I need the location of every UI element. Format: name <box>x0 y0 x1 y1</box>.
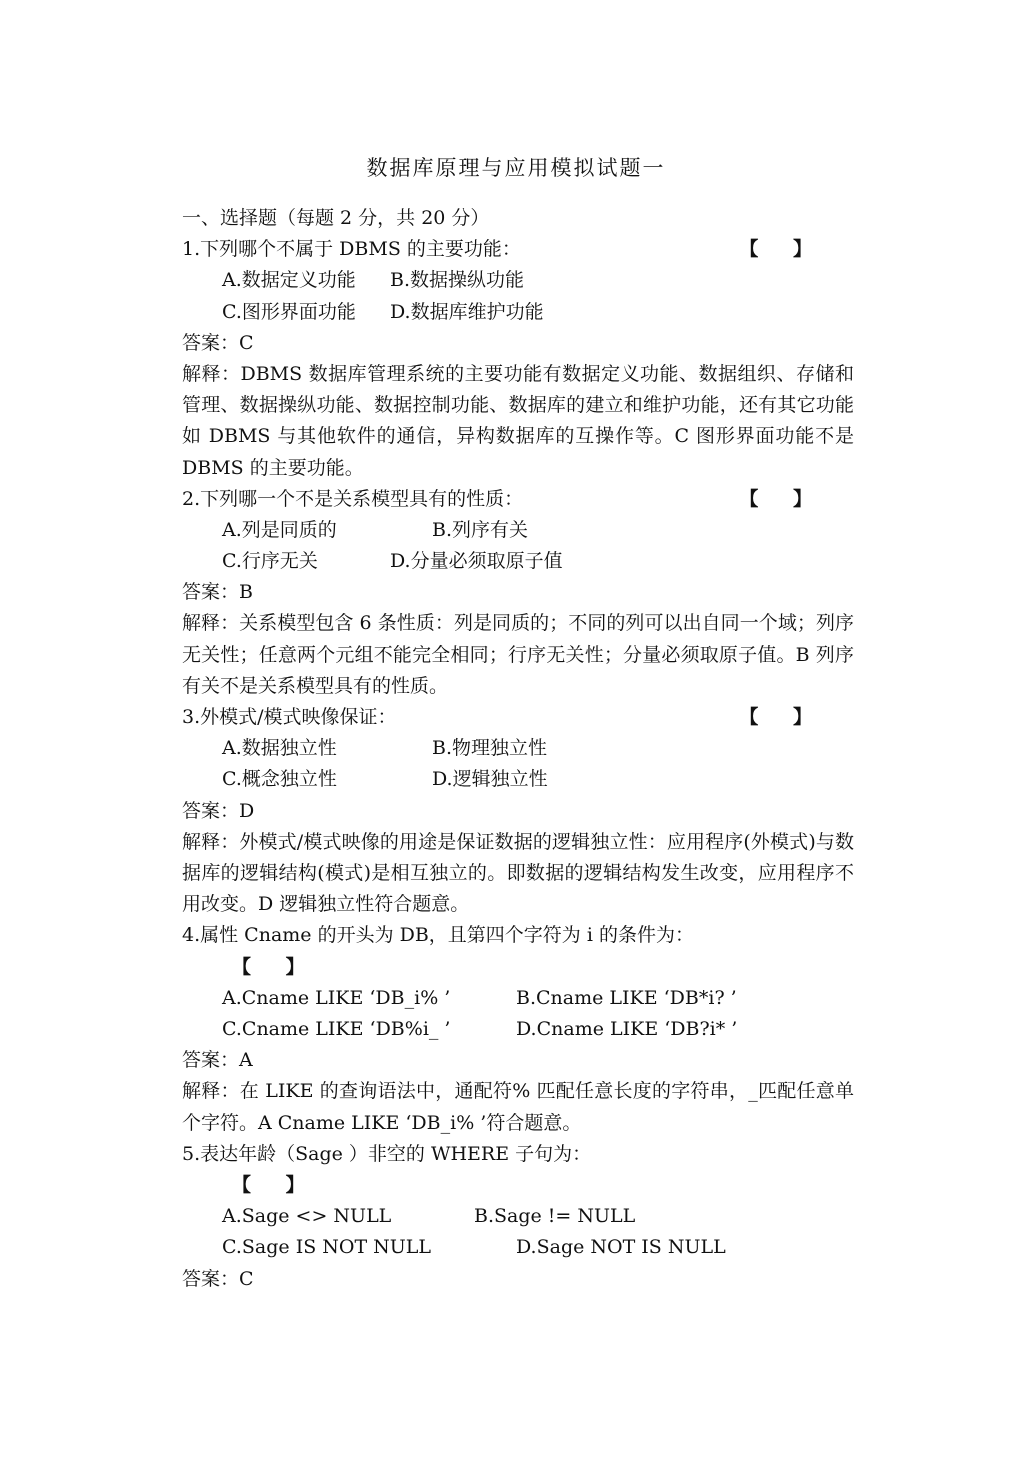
option-d: D.Sage NOT IS NULL <box>516 1236 726 1259</box>
question-5-stem: 5.表达年龄（Sage ）非空的 WHERE 子句为： <box>182 1142 592 1165</box>
option-c: C.Cname LIKE ‘DB%i_ ’ <box>222 1017 451 1040</box>
document-body <box>182 203 854 1295</box>
question-2-options-row <box>182 546 854 577</box>
option-b: B.Sage != NULL <box>474 1205 636 1228</box>
answer-label: 答案： <box>182 1049 240 1072</box>
answer-bracket: 【 】 <box>232 955 319 978</box>
answer-label: 答案： <box>182 331 240 354</box>
option-a: A.Cname LIKE ‘DB_i% ’ <box>222 986 451 1009</box>
option-a: A.列是同质的 <box>222 518 337 541</box>
option-a: A.Sage <> NULL <box>222 1205 392 1228</box>
answer-value: C <box>239 331 254 354</box>
option-c: C.行序无关 <box>222 550 318 573</box>
question-1-options-row <box>182 297 854 328</box>
question-stem-text: 1.下列哪个不属于 DBMS 的主要功能： <box>182 238 521 261</box>
option-d: D.Cname LIKE ‘DB?i* ’ <box>516 1017 738 1040</box>
option-c: C.Sage IS NOT NULL <box>222 1236 432 1259</box>
question-3-explanation: 解释：外模式/模式映像的用途是保证数据的逻辑独立性：应用程序(外模式)与数据库的逻辑结构(模式)是相互独立的。即数据的逻辑结构发生改变，应用程序不用改变。D 逻辑独立性符合题意。 <box>182 830 854 916</box>
question-4-answer <box>182 1045 854 1076</box>
question-stem-text: 2.下列哪一个不是关系模型具有的性质： <box>182 487 524 510</box>
question-2-answer <box>182 577 854 608</box>
question-3-stem <box>182 702 854 733</box>
option-d: D.数据库维护功能 <box>390 300 544 323</box>
question-5-options-row <box>182 1232 854 1263</box>
option-c: C.图形界面功能 <box>222 300 356 323</box>
option-b: B.物理独立性 <box>432 737 548 760</box>
option-b: B.Cname LIKE ‘DB*i? ’ <box>516 986 737 1009</box>
question-2-options-row <box>182 515 854 546</box>
question-5-answer <box>182 1264 854 1295</box>
question-2-explanation: 解释：关系模型包含 6 条性质：列是同质的；不同的列可以出自同一个域；列序无关性；任意两个元组不能完全相同；行序无关性；分量必须取原子值。B 列序有关不是关系模型具有的性质。 <box>182 612 854 697</box>
question-4-options-row <box>182 983 854 1014</box>
question-3-answer <box>182 796 854 827</box>
option-d: D.分量必须取原子值 <box>390 550 563 573</box>
question-1-options-row <box>182 265 854 296</box>
question-1-stem <box>182 234 854 265</box>
question-4-options-row <box>182 1014 854 1045</box>
answer-label: 答案： <box>182 581 240 604</box>
option-c: C.概念独立性 <box>222 768 337 791</box>
answer-bracket: 【 】 <box>739 238 826 261</box>
option-d: D.逻辑独立性 <box>432 768 548 791</box>
question-4-explanation: 解释：在 LIKE 的查询语法中，通配符% 匹配任意长度的字符串，_匹配任意单个字符。A Cname LIKE ‘DB_i% ’符合题意。 <box>182 1080 854 1134</box>
answer-value: B <box>239 581 253 604</box>
answer-bracket: 【 】 <box>739 706 826 729</box>
section-heading: 一、选择题（每题 2 分，共 20 分） <box>182 207 490 229</box>
answer-bracket: 【 】 <box>739 487 826 510</box>
answer-bracket: 【 】 <box>232 1173 319 1196</box>
answer-value: A <box>239 1049 253 1072</box>
answer-value: D <box>239 799 255 822</box>
question-2-stem <box>182 484 854 515</box>
option-b: B.列序有关 <box>432 518 529 541</box>
question-4-stem: 4.属性 Cname 的开头为 DB，且第四个字符为 i 的条件为： <box>182 924 694 947</box>
question-5-options-row <box>182 1201 854 1232</box>
question-1-answer <box>182 328 854 359</box>
question-3-options-row <box>182 733 854 764</box>
answer-label: 答案： <box>182 799 240 822</box>
option-a: A.数据定义功能 <box>222 269 356 292</box>
option-b: B.数据操纵功能 <box>390 269 525 292</box>
question-1-explanation: 解释：DBMS 数据库管理系统的主要功能有数据定义功能、数据组织、存储和管理、数据操纵功能、数据控制功能、数据库的建立和维护功能，还有其它功能如 DBMS 与其他软件的通信，异构数据库的互操作等。C 图形界面功能不是 DBMS 的主要功能。 <box>182 362 854 479</box>
answer-label: 答案： <box>182 1267 240 1290</box>
question-3-options-row <box>182 764 854 795</box>
page-title: 数据库原理与应用模拟试题一 <box>366 156 666 180</box>
question-stem-text: 3.外模式/模式映像保证： <box>182 706 397 729</box>
option-a: A.数据独立性 <box>222 737 337 760</box>
answer-value: C <box>239 1267 254 1290</box>
